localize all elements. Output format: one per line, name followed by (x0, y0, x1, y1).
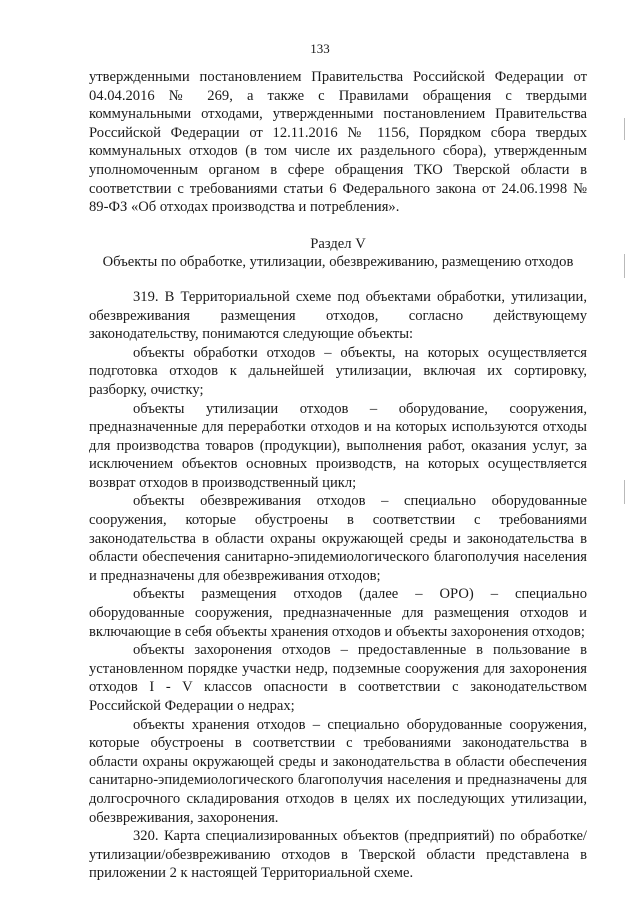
scan-margin-mark (624, 118, 625, 140)
paragraph-319: 319. В Территориальной схеме под объектами обработки, утилизации, обезвреживания размещения отходов, согласно действующему законодательству, понимаются следующие объекты: (89, 288, 587, 343)
paragraph-320: 320. Карта специализированных объектов (предприятий) по обработке/утилизации/обезвреживанию отходов в Тверской области представлена в приложении 2 к настоящей Территориальной схеме. (89, 828, 587, 882)
document-body (89, 68, 587, 883)
scan-margin-mark (624, 254, 625, 278)
paragraph-burial-objects: объекты захоронения отходов – предоставленные в пользование в установленном порядке участки недр, подземные сооружения для захоронения отходов I - V классов опасности в соответствии с законодательством Российской Федерации о недрах; (89, 642, 587, 714)
intro-paragraph: утвержденными постановлением Правительства Российской Федерации от 04.04.2016 № 269, а также с Правилами обращения с твердыми коммунальными отходами, утвержденными постановлением Правительства Российской Федерации от 12.11.2016 № 1156, Порядком сбора твердых коммунальных отходов (в том числе их раздельного сбора), утвержденным уполномоченным органом в сфере обращения ТКО Тверской области в соответствии с требованиями статьи 6 Федерального закона от 24.06.1998 № 89-ФЗ «Об отходах производства и потребления». (89, 69, 587, 216)
paragraph-processing-objects: объекты обработки отходов – объекты, на которых осуществляется подготовка отходов к дальнейшей утилизации, включая их сортировку, разборку, очистку; (89, 344, 587, 398)
paragraph-placement-objects: объекты размещения отходов (далее – ОРО) – специально оборудованные сооружения, предназначенные для размещения отходов и включающие в себя объекты хранения отходов и объекты захоронения отходов; (89, 586, 587, 640)
paragraph-neutralization-objects: объекты обезвреживания отходов – специально оборудованные сооружения, которые обустроены в соответствии с требованиями законодательства в области охраны окружающей среды и законодательства в области обеспечения санитарно-эпидемиологического благополучия населения и предназначены для обезвреживания отходов; (89, 493, 587, 584)
scan-margin-mark (624, 480, 625, 504)
section-title: Объекты по обработке, утилизации, обезвреживанию, размещению отходов (102, 254, 574, 271)
paragraph-storage-objects: объекты хранения отходов – специально оборудованные сооружения, которые обустроены в соответствии с требованиями законодательства в области охраны окружающей среды и законодательства в области обеспечения санитарно-эпидемиологического благополучия населения и предназначены для долгосрочного складирования отходов в целях их последующих утилизации, обезвреживания, захоронения. (89, 716, 587, 826)
paragraph-utilization-objects: объекты утилизации отходов – оборудование, сооружения, предназначенные для переработки отходов и на которых используются отходы для производства товаров (продукции), выполнения работ, оказания услуг, за исключением объектов основных производств, на которых осуществляется возврат отходов в производственный цикл; (89, 400, 587, 491)
page-number: 133 (310, 41, 330, 56)
section-heading: Раздел V (310, 235, 366, 252)
